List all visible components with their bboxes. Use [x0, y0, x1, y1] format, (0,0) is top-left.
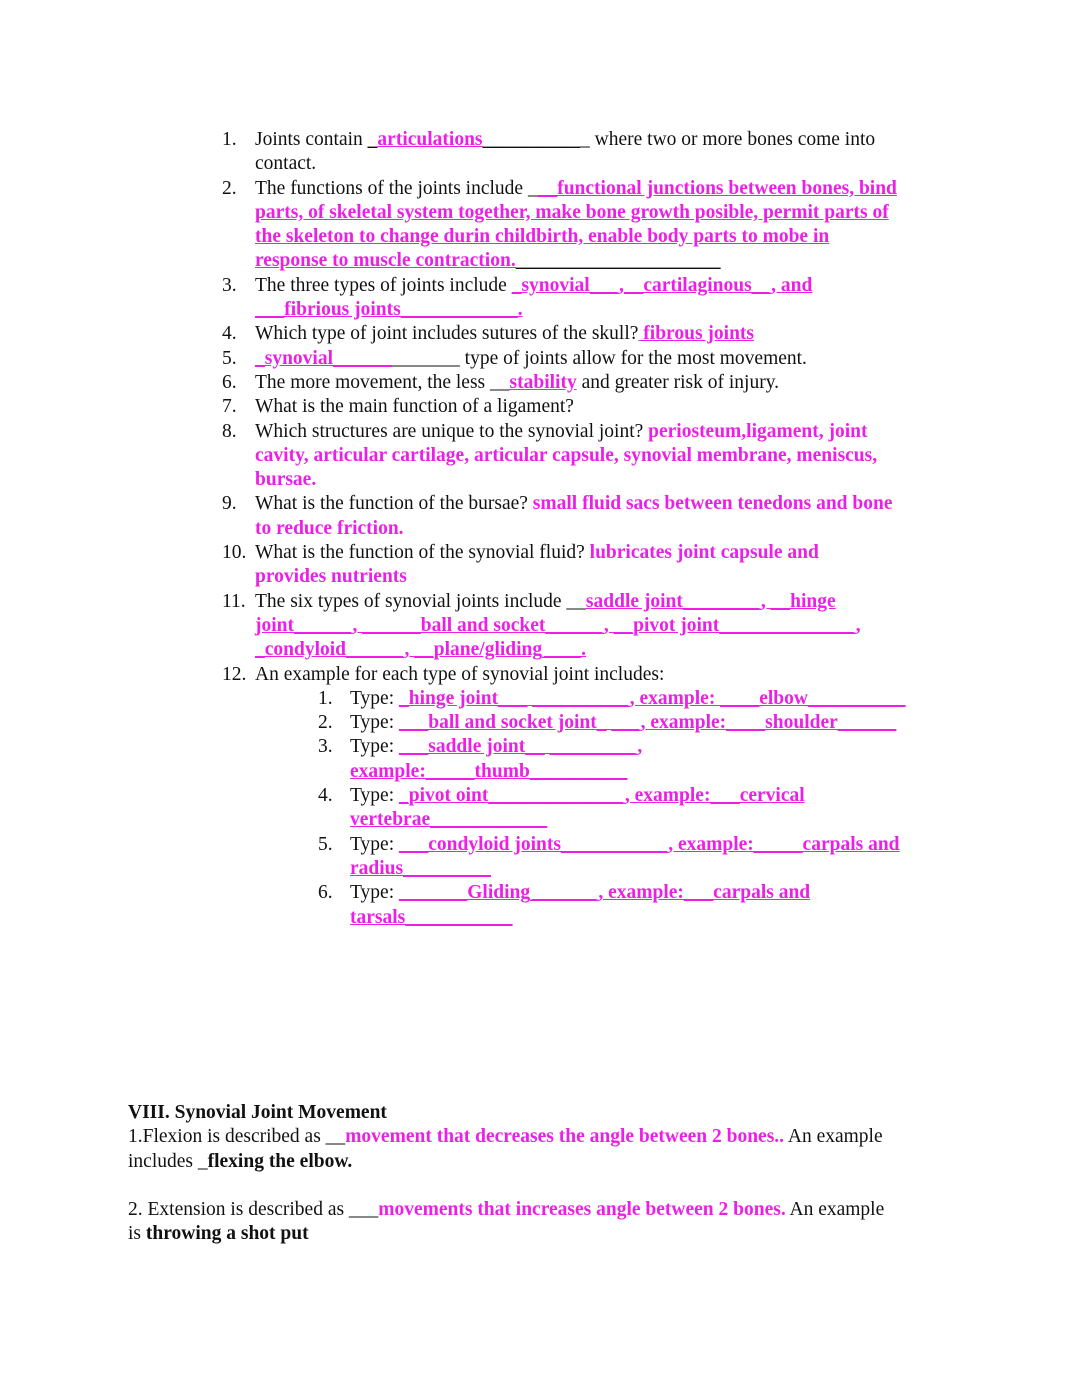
- answer-text: ___fibrious joints____________.: [255, 299, 523, 321]
- item-number: 6.: [318, 882, 333, 904]
- item-text: [350, 784, 805, 808]
- answer-text: ___ball and socket joint_ ___, example:____shoulder______: [399, 712, 897, 734]
- prompt-text: includes _: [128, 1150, 208, 1172]
- item-text: [255, 249, 720, 273]
- prompt-text: Type:: [350, 882, 399, 904]
- answer-text: movements that increases angle between 2 bones.: [378, 1199, 786, 1221]
- item-text: [350, 711, 896, 735]
- item-number: 4.: [222, 323, 237, 345]
- answer-text: vertebrae____________: [350, 809, 548, 831]
- answer-text: joint______, ______ball and socket______, __pivot joint______________,: [255, 614, 861, 636]
- item-text: [255, 638, 586, 662]
- item-text: [255, 444, 877, 468]
- prompt-text: Type:: [350, 785, 399, 807]
- question-continuation: [0, 298, 1080, 322]
- section-line: [128, 1174, 1028, 1198]
- section-text: [128, 1222, 309, 1246]
- question-item: [0, 177, 1080, 201]
- question-item: [0, 833, 1080, 857]
- prompt-text: Type:: [350, 833, 399, 855]
- section-line: [128, 1222, 1028, 1246]
- question-item: [0, 735, 1080, 759]
- question-continuation: [0, 614, 1080, 638]
- answer-text: small fluid sacs between tenedons and bone: [532, 493, 893, 515]
- prompt-text: Joints contain: [255, 129, 368, 150]
- section-text: [128, 1125, 883, 1149]
- question-continuation: [0, 444, 1080, 468]
- question-continuation: [0, 906, 1080, 930]
- question-continuation: [0, 225, 1080, 249]
- item-number: 3.: [318, 736, 333, 758]
- answer-text: _hinge joint___ __________, example: ____elbow__________: [399, 687, 906, 709]
- blank-line: _____________________: [515, 250, 721, 272]
- answer-text: radius_________: [350, 857, 491, 879]
- answer-text: _synovial___,__cartilaginous__, and: [511, 274, 813, 296]
- item-text: [255, 152, 316, 176]
- question-item: [0, 881, 1080, 905]
- answer-text: movement that decreases the angle between 2 bones..: [345, 1126, 785, 1148]
- question-list: [0, 128, 1080, 930]
- question-continuation: [0, 638, 1080, 662]
- question-item: [0, 541, 1080, 565]
- item-text: [350, 760, 627, 784]
- answer-text: ___saddle joint__ _________,: [399, 736, 643, 758]
- prompt-text: flexing the elbow.: [207, 1150, 353, 1172]
- item-number: 2.: [318, 712, 333, 734]
- answer-text: parts, of skeletal system together, make bone growth posible, permit parts of: [255, 201, 889, 223]
- question-continuation: [0, 857, 1080, 881]
- prompt-text: The functions of the joints include _: [255, 177, 538, 199]
- prompt-text: What is the function of the synovial fluid?: [255, 542, 590, 564]
- item-text: [350, 735, 642, 759]
- answer-text: bursae.: [255, 469, 317, 491]
- item-number: 1.: [318, 687, 333, 709]
- question-item: [0, 395, 1080, 419]
- answer-text: fibrous joints: [638, 323, 755, 345]
- prompt-text: is: [128, 1223, 146, 1245]
- item-text: [255, 590, 836, 614]
- answer-text: tarsals___________: [350, 906, 513, 928]
- question-continuation: [0, 808, 1080, 832]
- item-text: [255, 371, 779, 395]
- prompt-text: contact.: [255, 153, 317, 175]
- item-text: [255, 322, 754, 346]
- answer-text: cavity, articular cartilage, articular capsule, synovial membrane, meniscus,: [255, 444, 878, 466]
- item-text: [255, 565, 407, 589]
- answer-text: the skeleton to change durin childbirth, enable body parts to mobe in: [255, 226, 830, 248]
- question-item: [0, 274, 1080, 298]
- item-text: [350, 687, 905, 711]
- item-number: 1.: [222, 129, 237, 150]
- item-text: [350, 808, 547, 832]
- blank-line: _: [367, 129, 378, 150]
- prompt-text: The six types of synovial joints include __: [255, 590, 586, 612]
- question-continuation: [0, 152, 1080, 176]
- item-text: [255, 420, 868, 444]
- prompt-text: An example for each type of synovial joint includes:: [255, 663, 665, 685]
- prompt-text: The three types of joints include: [255, 274, 512, 296]
- item-text: [350, 906, 513, 930]
- item-number: 7.: [222, 396, 237, 418]
- item-text: [255, 225, 829, 249]
- prompt-text: What is the main function of a ligament?: [255, 396, 574, 418]
- item-text: [255, 663, 664, 687]
- question-item: [0, 371, 1080, 395]
- question-continuation: [0, 201, 1080, 225]
- item-text: [255, 201, 889, 225]
- answer-text: articulations: [377, 129, 483, 150]
- item-number: 9.: [222, 493, 237, 515]
- section-line: [128, 1125, 1028, 1149]
- item-text: [255, 614, 861, 638]
- answer-text: _pivot oint______________, example:___cervical: [399, 785, 805, 807]
- answer-text: periosteum,ligament, joint: [648, 420, 868, 442]
- answer-text: provides nutrients: [255, 566, 407, 588]
- answer-text: to reduce friction.: [255, 517, 404, 539]
- item-number: 5.: [318, 833, 333, 855]
- item-text: [255, 298, 523, 322]
- question-item: [0, 420, 1080, 444]
- question-continuation: [0, 760, 1080, 784]
- item-text: [350, 833, 900, 857]
- question-item: [0, 590, 1080, 614]
- item-text: [255, 395, 574, 419]
- prompt-text: Type:: [350, 712, 399, 734]
- prompt-text: 1.Flexion is described as __: [128, 1126, 346, 1148]
- item-text: [255, 177, 897, 201]
- item-number: 10.: [222, 542, 247, 564]
- item-number: 6.: [222, 371, 237, 393]
- prompt-text: 2. Extension is described as ___: [128, 1199, 379, 1221]
- answer-text: __functional junctions between bones, bind: [537, 177, 897, 199]
- question-item: [0, 322, 1080, 346]
- prompt-text: What is the function of the bursae?: [255, 493, 533, 515]
- prompt-text: _ where two or more bones come into: [580, 129, 876, 150]
- prompt-text: Which structures are unique to the synovial joint?: [255, 420, 649, 442]
- item-number: 12.: [222, 663, 247, 685]
- prompt-text: Type:: [350, 687, 399, 709]
- item-text: [255, 492, 893, 516]
- prompt-text: Type:: [350, 736, 399, 758]
- prompt-text: An example: [784, 1126, 883, 1148]
- item-number: 11.: [222, 590, 246, 612]
- item-text: [255, 541, 819, 565]
- section-synovial-joint-movement: [128, 1101, 1028, 1247]
- item-number: 4.: [318, 785, 333, 807]
- answer-text: _condyloid______, __plane/gliding____.: [255, 639, 587, 661]
- answer-text: stability: [509, 371, 577, 393]
- item-text: [255, 347, 807, 371]
- question-item: [0, 784, 1080, 808]
- question-item: [0, 347, 1080, 371]
- question-item: [0, 711, 1080, 735]
- section-line: [128, 1198, 1028, 1222]
- item-number: 3.: [222, 274, 237, 296]
- question-item: [0, 492, 1080, 516]
- section-text: [128, 1198, 884, 1222]
- item-text: [350, 857, 491, 881]
- question-continuation: [0, 249, 1080, 273]
- question-continuation: [0, 517, 1080, 541]
- answer-text: response to muscle contraction.: [255, 250, 516, 272]
- item-text: [350, 881, 810, 905]
- item-text: [255, 128, 875, 152]
- item-number: 8.: [222, 420, 237, 442]
- prompt-text: The more movement, the less __: [255, 371, 510, 393]
- prompt-text: _______ type of joints allow for the most movement.: [391, 347, 807, 369]
- question-item: [0, 128, 1080, 152]
- prompt-text: An example: [785, 1199, 885, 1221]
- blank-line: __________: [482, 129, 581, 150]
- prompt-text: and greater risk of injury.: [576, 371, 780, 393]
- section-text: [128, 1150, 352, 1174]
- answer-text: _______Gliding_______, example:___carpals and: [399, 882, 811, 904]
- question-continuation: [0, 468, 1080, 492]
- section-line: [128, 1150, 1028, 1174]
- answer-text: saddle joint________, __hinge: [585, 590, 836, 612]
- item-text: [255, 274, 812, 298]
- question-continuation: [0, 565, 1080, 589]
- item-text: [255, 468, 316, 492]
- answer-text: _synovial______: [255, 347, 392, 369]
- prompt-text: throwing a shot put: [145, 1223, 309, 1245]
- section-heading: VIII. Synovial Joint Movement: [128, 1102, 387, 1123]
- item-number: 5.: [222, 347, 237, 369]
- question-item: [0, 687, 1080, 711]
- item-number: 2.: [222, 177, 237, 199]
- prompt-text: Which type of joint includes sutures of the skull?: [255, 323, 639, 345]
- answer-text: ___condyloid joints___________, example:_____carpals and: [399, 833, 900, 855]
- item-text: [255, 517, 404, 541]
- question-item: [0, 663, 1080, 687]
- answer-text: lubricates joint capsule and: [589, 542, 819, 564]
- answer-text: example:_____thumb__________: [350, 760, 628, 782]
